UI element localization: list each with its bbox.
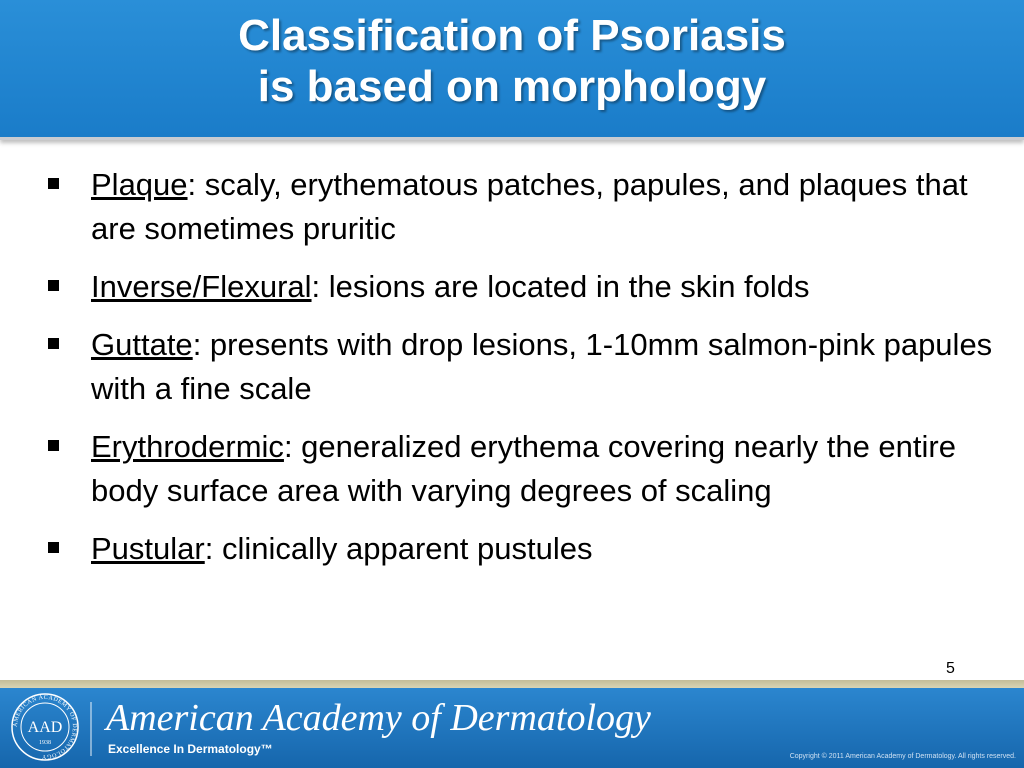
square-bullet-icon — [48, 542, 59, 553]
page-number: 5 — [946, 660, 955, 677]
tagline: Excellence In Dermatology™ — [108, 742, 273, 756]
bullet-term: Plaque — [91, 167, 188, 202]
aad-seal-logo — [10, 692, 80, 762]
title-bar — [0, 0, 1024, 140]
bullet-text: : scaly, erythematous patches, papules, and plaques that are sometimes pruritic — [91, 167, 968, 246]
copyright-notice: Copyright © 2011 American Academy of Dermatology. All rights reserved. — [789, 753, 1016, 760]
organization-name: American Academy of Dermatology — [106, 697, 651, 739]
footer-separator — [90, 702, 92, 756]
bullet-item — [44, 265, 1004, 309]
title-line-1: Classification of Psoriasis — [238, 11, 786, 60]
bullet-term: Inverse/Flexural — [91, 269, 312, 304]
square-bullet-icon — [48, 440, 59, 451]
bullet-list — [44, 163, 1004, 585]
bullet-item — [44, 323, 1004, 411]
title-line-2: is based on morphology — [257, 62, 767, 111]
bullet-text: : generalized erythema covering nearly the entire body surface area with varying degrees of scaling — [91, 429, 956, 508]
square-bullet-icon — [48, 280, 59, 291]
footer-divider-strip — [0, 680, 1024, 688]
bullet-text: : lesions are located in the skin folds — [311, 269, 810, 304]
bullet-text: : clinically apparent pustules — [204, 531, 593, 566]
seal-initials: AAD — [27, 719, 63, 736]
square-bullet-icon — [48, 338, 59, 349]
bullet-term: Erythrodermic — [91, 429, 284, 464]
slide-title — [0, 10, 1024, 112]
bullet-term: Pustular — [91, 531, 205, 566]
bullet-item — [44, 527, 1004, 571]
seal-year: 1938 — [39, 740, 51, 746]
bullet-term: Guttate — [91, 327, 193, 362]
bullet-item — [44, 163, 1004, 251]
square-bullet-icon — [48, 178, 59, 189]
footer-bar — [0, 688, 1024, 768]
seal-ring-text: AMERICAN ACADEMY OF DERMATOLOGY — [12, 694, 78, 760]
bullet-item — [44, 425, 1004, 513]
bullet-text: : presents with drop lesions, 1-10mm salmon-pink papules with a fine scale — [91, 327, 993, 406]
